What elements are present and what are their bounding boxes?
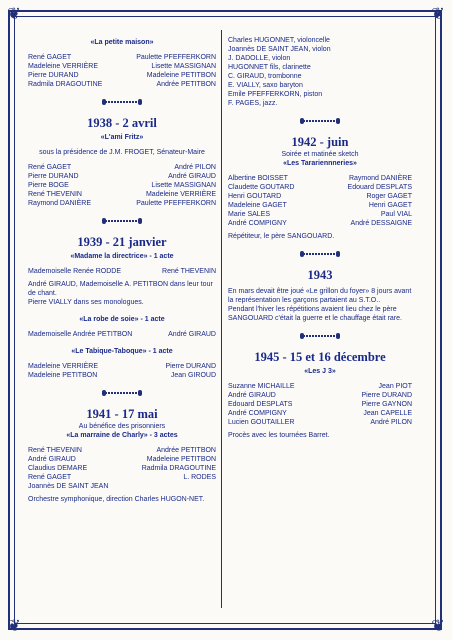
cast-name: Jean CAPELLE — [363, 410, 412, 417]
year-heading: 1942 - juin — [291, 135, 349, 149]
cast-name: Andrée PETITBON — [156, 81, 216, 88]
cast-list — [228, 174, 412, 228]
cast-name: Henri GOUTARD — [228, 193, 282, 200]
cast-row — [28, 473, 216, 482]
cast-name: Pierre DURAND — [28, 173, 79, 180]
cast-name: André PILON — [174, 164, 216, 171]
cast-row — [228, 183, 412, 192]
cast-row — [28, 71, 216, 80]
cast-row — [228, 418, 412, 427]
corner-ornament-icon: ❦ — [431, 616, 445, 635]
cast-name: Madeleine PETITBON — [28, 372, 98, 379]
section-note: sous la présidence de J.M. FROGET, Sénateur-Maire — [39, 149, 205, 156]
column-divider — [221, 30, 222, 608]
cast-name: Paulette PFEFFERKORN — [136, 54, 216, 61]
cast-name: Pierre BOGE — [28, 182, 69, 189]
body-text: Pierre VIALLY dans ses monologues. — [28, 299, 144, 306]
cast-row — [28, 53, 216, 62]
cast-row — [28, 330, 216, 339]
play-title: «Les J 3» — [304, 368, 336, 375]
list-item: Charles HUGONNET, violoncelle — [228, 37, 330, 44]
cast-name: Edouard DESPLATS — [228, 401, 293, 408]
divider-ornament-icon — [102, 218, 142, 224]
corner-ornament-icon: ❦ — [431, 4, 445, 23]
play-title: «Madame la directrice» - 1 acte — [70, 253, 174, 260]
play-title: «La robe de soie» - 1 acte — [79, 316, 165, 323]
orchestra-list — [228, 36, 412, 108]
body-text: André GIRAUD, Mademoiselle A. PETITBON dans leur tour de chant. — [28, 281, 213, 297]
list-item: Emile PFEFFERKORN, piston — [228, 91, 323, 98]
cast-name: Andrée PETITBON — [156, 447, 216, 454]
cast-row — [28, 362, 216, 371]
cast-row — [28, 62, 216, 71]
right-column — [228, 36, 412, 440]
cast-row — [28, 267, 216, 276]
cast-name: Claudius DEMARE — [28, 465, 88, 472]
cast-name: Madeleine PETITBON — [146, 72, 216, 79]
cast-name: Pierre DURAND — [28, 72, 79, 79]
list-item: Joannès DE SAINT JEAN, violon — [228, 46, 331, 53]
cast-name: Roger GAGET — [366, 193, 412, 200]
play-title: «Le Tabique-Taboque» - 1 acte — [71, 348, 173, 355]
divider-ornament-icon — [300, 118, 340, 124]
cast-name: Lisette MASSIGNAN — [151, 63, 216, 70]
section-title: «La petite maison» — [90, 39, 154, 46]
cast-row — [28, 199, 216, 208]
cast-name: Madeleine VERRIÈRE — [28, 63, 99, 70]
cast-name: Henri GAGET — [368, 202, 412, 209]
cast-list — [28, 446, 216, 491]
cast-row — [28, 190, 216, 199]
cast-name: Radmila DRAGOUTINE — [28, 81, 103, 88]
section-note: Soirée et matinée sketch — [281, 151, 359, 158]
cast-row — [228, 210, 412, 219]
cast-name: Raymond DANIÈRE — [348, 175, 412, 182]
divider-ornament-icon — [300, 251, 340, 257]
cast-name: Jean PIOT — [378, 383, 412, 390]
cast-row — [228, 201, 412, 210]
cast-name: André GIRAUD — [168, 331, 216, 338]
divider-ornament-icon — [102, 99, 142, 105]
cast-row — [228, 391, 412, 400]
list-item: J. DADOLLE, violon — [228, 55, 291, 62]
cast-row — [28, 446, 216, 455]
cast-name: Marie SALES — [228, 211, 271, 218]
cast-name: Mademoiselle Andrée PETITBON — [28, 331, 133, 338]
cast-row — [228, 192, 412, 201]
cast-name: René THEVENIN — [28, 447, 82, 454]
cast-name: L. RODES — [183, 474, 216, 481]
cast-name: André GIRAUD — [228, 392, 276, 399]
cast-row — [28, 464, 216, 473]
play-title: «La marraine de Charly» - 3 actes — [66, 432, 178, 439]
cast-name: Mademoiselle Renée RODDE — [28, 268, 121, 275]
cast-list — [228, 382, 412, 427]
cast-name: Pierre DURAND — [165, 363, 216, 370]
cast-row — [228, 219, 412, 228]
body-text: Pendant l'hiver les répétitions avaient lieu chez le père SANGOUARD c'était la guerre et le chauffage était rare. — [228, 306, 402, 322]
list-item: F. PAGES, jazz. — [228, 100, 278, 107]
list-item: C. GIRAUD, trombonne — [228, 73, 302, 80]
list-item: HUGONNET fils, clarinette — [228, 64, 311, 71]
play-title: «Les Tarariennneries» — [283, 160, 357, 167]
cast-name: Pierre GAYNON — [361, 401, 412, 408]
cast-name: René THEVENIN — [28, 191, 82, 198]
cast-name: Paul VIAL — [380, 211, 412, 218]
cast-name: Edouard DESPLATS — [347, 184, 412, 191]
cast-name: André DESSAIGNE — [350, 220, 412, 227]
cast-row — [28, 163, 216, 172]
cast-name: Jean GIROUD — [170, 372, 216, 379]
section-note: Au bénéfice des prisonniers — [78, 423, 166, 430]
body-text: Répétiteur, le père SANGOUARD. — [228, 233, 335, 240]
cast-name: René GAGET — [28, 164, 72, 171]
cast-row — [28, 181, 216, 190]
cast-name: Madeleine VERRIÈRE — [145, 191, 216, 198]
cast-row — [28, 371, 216, 380]
corner-ornament-icon: ❦ — [7, 4, 21, 23]
left-column — [28, 36, 216, 504]
cast-name: Lucien GOUTAILLER — [228, 419, 295, 426]
cast-name: André COMPIGNY — [228, 220, 287, 227]
cast-row — [28, 80, 216, 89]
cast-list — [28, 53, 216, 89]
cast-name: Madeleine PETITBON — [146, 456, 216, 463]
cast-row — [228, 174, 412, 183]
cast-name: André GIRAUD — [168, 173, 216, 180]
cast-row — [228, 409, 412, 418]
cast-name: Radmila DRAGOUTINE — [141, 465, 216, 472]
cast-name: André PILON — [370, 419, 412, 426]
year-heading: 1941 - 17 mai — [86, 407, 158, 421]
cast-name: René THEVENIN — [162, 268, 216, 275]
year-heading: 1938 - 2 avril — [87, 116, 157, 130]
year-heading: 1943 — [307, 268, 333, 282]
cast-name: Pierre DURAND — [361, 392, 412, 399]
cast-name: Albertine BOISSET — [228, 175, 288, 182]
play-title: «L'ami Fritz» — [100, 134, 144, 141]
cast-name: Raymond DANIÈRE — [28, 200, 92, 207]
cast-row — [28, 455, 216, 464]
cast-name: René GAGET — [28, 54, 72, 61]
cast-name: Claudette GOUTARD — [228, 184, 295, 191]
divider-ornament-icon — [102, 390, 142, 396]
cast-name: André COMPIGNY — [228, 410, 287, 417]
cast-name: Joannès DE SAINT JEAN — [28, 483, 109, 490]
cast-name: Suzanne MICHAILLE — [228, 383, 295, 390]
cast-name: Madeleine VERRIÈRE — [28, 363, 99, 370]
list-item: E. VIALLY, saxo baryton — [228, 82, 303, 89]
cast-name: André GIRAUD — [28, 456, 76, 463]
cast-name: Lisette MASSIGNAN — [151, 182, 216, 189]
year-heading: 1939 - 21 janvier — [77, 235, 167, 249]
cast-row — [228, 400, 412, 409]
year-heading: 1945 - 15 et 16 décembre — [254, 350, 386, 364]
cast-row — [28, 172, 216, 181]
body-text: Procès avec les tournées Barret. — [228, 432, 330, 439]
cast-name: René GAGET — [28, 474, 72, 481]
cast-list — [28, 163, 216, 208]
corner-ornament-icon: ❦ — [7, 616, 21, 635]
cast-row — [228, 382, 412, 391]
body-text: Orchestre symphonique, direction Charles HUGON-NET. — [28, 496, 205, 503]
body-text: En mars devait être joué «Le grillon du foyer» 8 jours avant la représentation les garçons partaient au S.T.O.. — [228, 288, 412, 304]
cast-name: Paulette PFEFFERKORN — [136, 200, 216, 207]
divider-ornament-icon — [300, 333, 340, 339]
cast-name: Madeleine GAGET — [228, 202, 287, 209]
